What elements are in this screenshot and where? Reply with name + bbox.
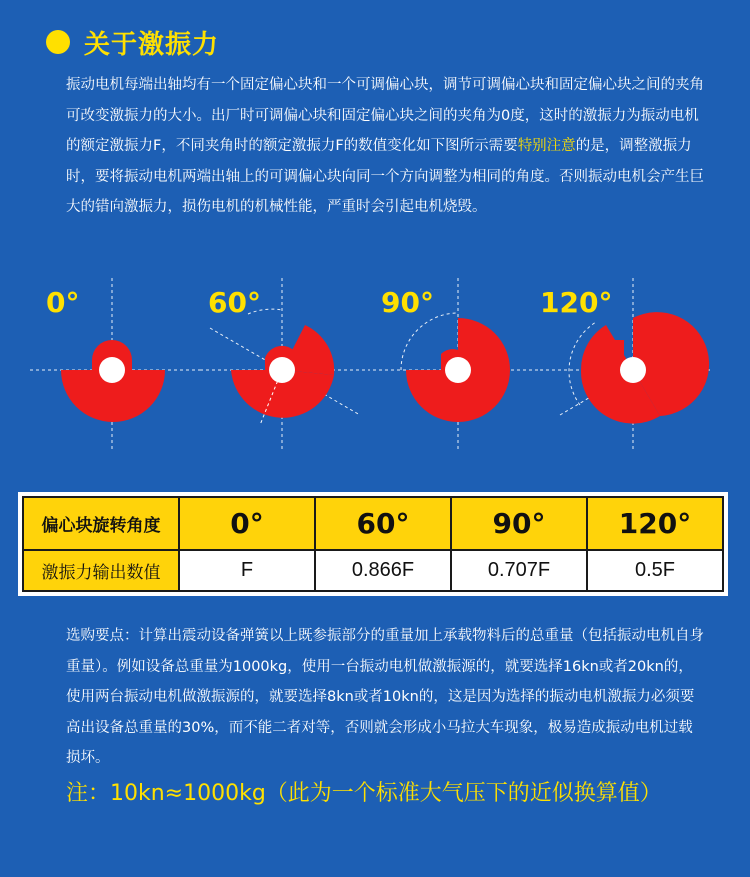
intro-text-part2: 的是，调整激振力时，要将振动电机两端出轴上的可调偏心块向同一个方向调整为相同的角度。否则振动电机会产生巨大的错向激振力，损伤电机的机械性能，严重时会引起电机烧毁。 [66,138,704,216]
diagram-60-degree [200,270,370,450]
intro-highlight: 特别注意 [517,138,576,155]
eccentric-block-icon [540,270,710,450]
table-cell-value: 0.866F [315,550,451,591]
diagram-120-degree [540,270,710,450]
table-cell-angle: 60° [315,497,451,550]
eccentric-block-diagrams [0,270,750,460]
force-table-grid [22,496,724,592]
section-header [46,20,219,64]
intro-text-part1: 振动电机每端出轴均有一个固定偏心块和一个可调偏心块，调节可调偏心块和固定偏心块之间的夹角可改变激振力的大小。出厂时可调偏心块和固定偏心块之间的夹角为0度，这时的激振力为振动电机的额定激振力F，不同夹角时的额定激振力F的数值变化如下图所示需要 [66,77,704,155]
table-cell-angle: 120° [587,497,723,550]
diagram-angle-label: 120° [540,286,613,319]
row-label-angle: 偏心块旋转角度 [23,497,179,550]
eccentric-block-icon [200,270,370,450]
row-label-force: 激振力输出数值 [23,550,179,591]
diagram-angle-label: 90° [381,286,434,319]
table-cell-value: F [179,550,315,591]
intro-paragraph [66,70,706,223]
diagram-angle-label: 0° [46,286,80,319]
diagram-90-degree [373,270,543,450]
table-row-angles [23,497,723,550]
diagram-angle-label: 60° [208,286,261,319]
bullet-dot-icon [46,30,70,54]
selection-paragraph: 选购要点：计算出震动设备弹簧以上既参振部分的重量加上承载物料后的总重量（包括振动电机自身重量）。例如设备总重量为1000kg，使用一台振动电机做激振源的，就要选择16kn或者20kn的，使用两台振动电机做激振源的，就要选择8kn或者10kn的，这是因为选择的振动电机激振力必须要高出设备总重量的30%，而不能二者对等，否则就会形成小马拉大车现象，极易造成振动电机过载损坏。 [66,628,704,767]
section-title: 关于激振力 [84,29,220,60]
table-cell-value: 0.707F [451,550,587,591]
table-cell-angle: 0° [179,497,315,550]
force-table [18,492,728,596]
table-cell-angle: 90° [451,497,587,550]
eccentric-block-icon [30,270,200,450]
diagram-0-degree [30,270,200,450]
table-row-values [23,550,723,591]
conversion-note: 注：10kn≈1000kg（此为一个标准大气压下的近似换算值） [66,781,662,806]
table-cell-value: 0.5F [587,550,723,591]
eccentric-block-icon [373,270,543,450]
